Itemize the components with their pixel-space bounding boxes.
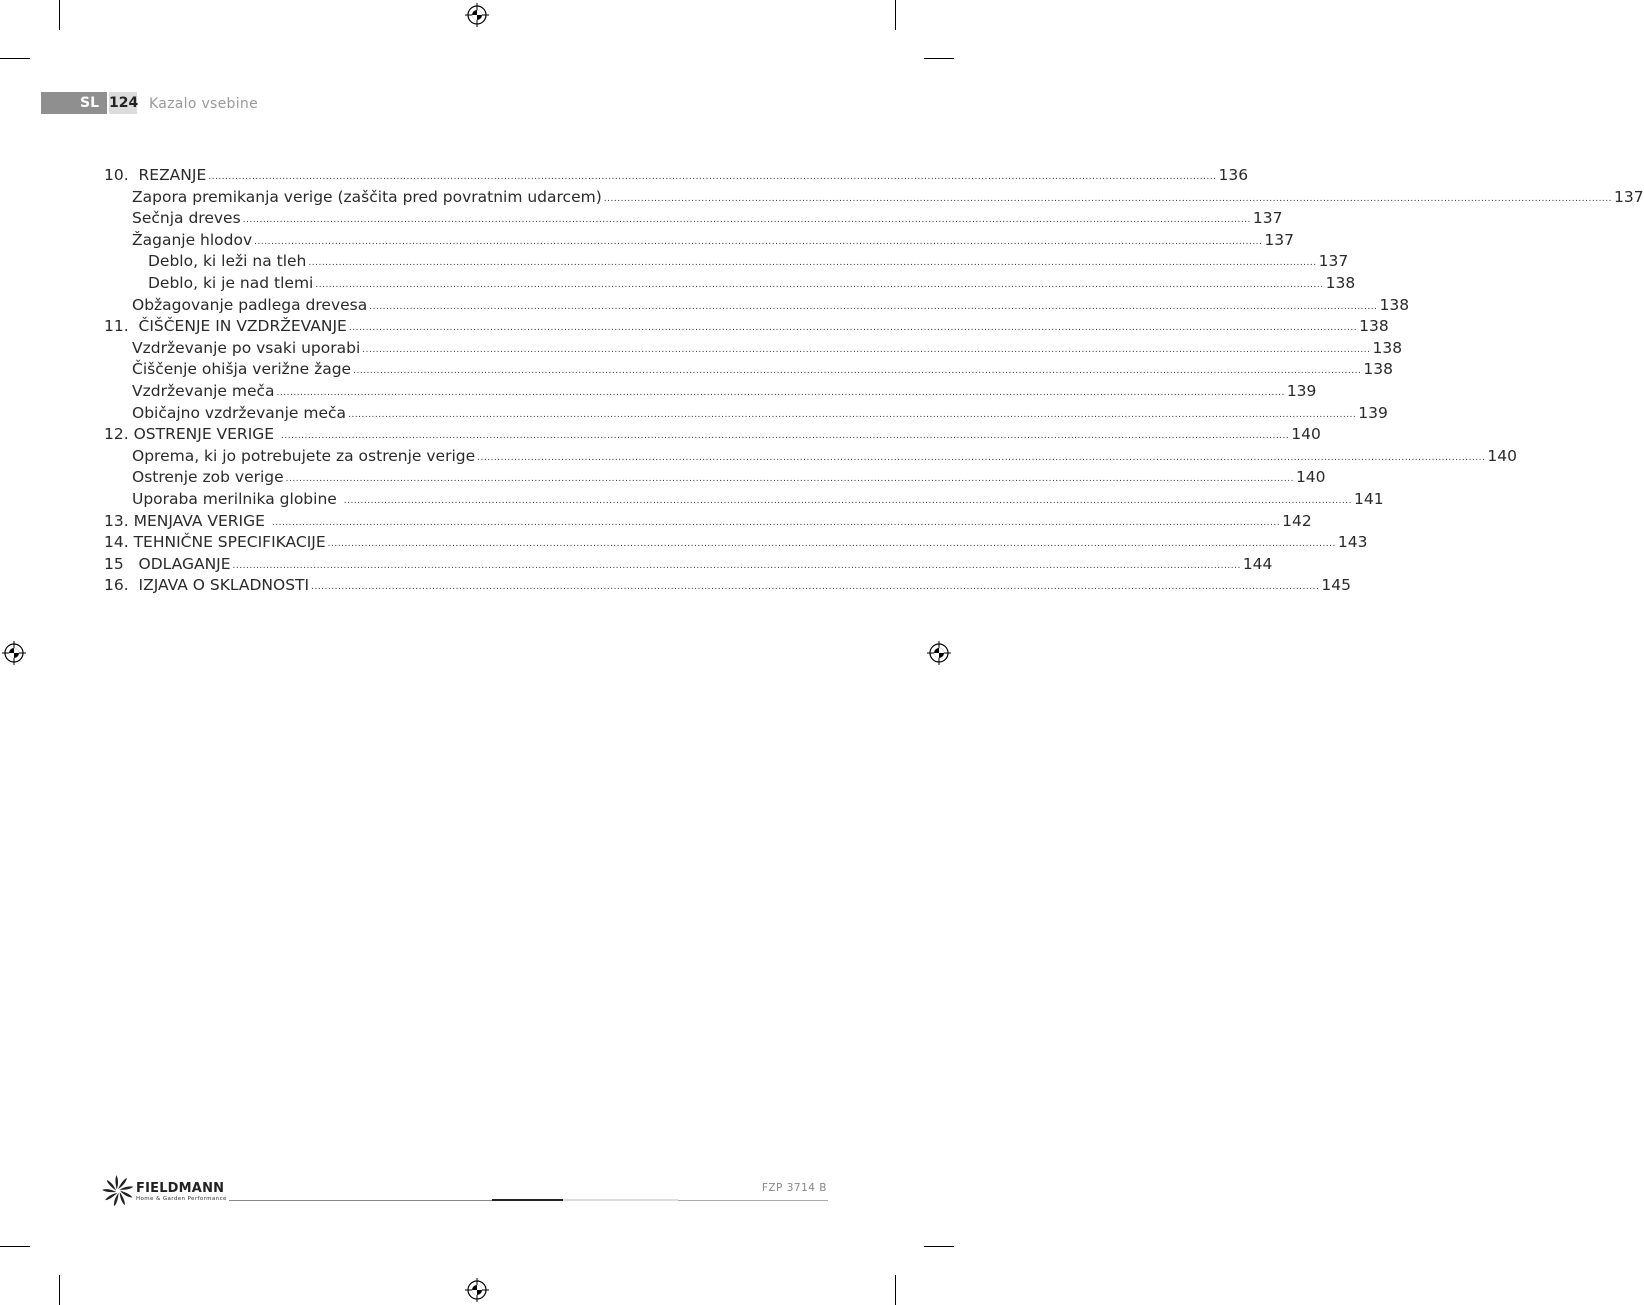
- toc-entry-page: 138: [1359, 317, 1389, 336]
- toc-entry: [104, 575, 1351, 597]
- toc-entry-label: Zapora premikanja verige (zaščita pred povratnim udarcem): [132, 187, 602, 206]
- toc-leader-dots: ............................................................................................................................................................................................................................................................................................................: [362, 344, 1371, 355]
- footer-rule: [563, 1199, 678, 1201]
- toc-leader-dots: ............................................................................................................................................................................................................................................................................................................: [477, 452, 1486, 463]
- toc-leader-dots: ............................................................................................................................................................................................................................................................................................................: [348, 409, 1357, 420]
- toc-entry-label: 11. ČIŠČENJE IN VZDRŽEVANJE: [104, 317, 347, 336]
- crop-mark: [924, 58, 954, 59]
- crop-mark: [0, 58, 30, 59]
- toc-leader-dots: ............................................................................................................................................................................................................................................................................................................: [369, 301, 1378, 312]
- toc-entry: [104, 338, 1403, 360]
- toc-leader-dots: ............................................................................................................................................................................................................................................................................................................: [315, 279, 1324, 290]
- toc-entry-page: 138: [1325, 273, 1356, 292]
- toc-leader-dots: ............................................................................................................................................................................................................................................................................................................: [348, 323, 1358, 334]
- toc-entry-page: 137: [1614, 187, 1644, 206]
- section-title: Kazalo vsebine: [149, 96, 259, 112]
- toc-entry-page: 142: [1282, 511, 1312, 530]
- toc-entry-page: 139: [1358, 403, 1388, 422]
- toc-entry-page: 140: [1295, 468, 1326, 487]
- toc-entry-label: Običajno vzdrževanje meča: [132, 403, 347, 422]
- toc-leader-dots: ............................................................................................................................................................................................................................................................................................................: [603, 193, 1613, 204]
- toc-entry-label: 16. IZJAVA O SKLADNOSTI: [104, 576, 310, 595]
- toc-leader-dots: ............................................................................................................................................................................................................................................................................................................: [285, 474, 1294, 485]
- toc-entry-page: 143: [1337, 533, 1368, 552]
- crop-mark: [895, 1275, 896, 1305]
- toc-entry-page: 136: [1218, 166, 1249, 184]
- toc-leader-dots: ............................................................................................................................................................................................................................................................................................................: [343, 495, 1353, 506]
- crop-mark: [0, 1246, 30, 1247]
- toc-entry-label: Obžagovanje padlega drevesa: [132, 295, 368, 314]
- toc-entry-label: Žaganje hlodov: [132, 230, 253, 249]
- toc-leader-dots: ............................................................................................................................................................................................................................................................................................................: [271, 517, 1281, 528]
- registration-mark-icon: [465, 1278, 489, 1302]
- toc-entry-label: Deblo, ki je nad tlemi: [148, 273, 314, 292]
- toc-leader-dots: ............................................................................................................................................................................................................................................................................................................: [254, 236, 1263, 247]
- toc-entry-label: Oprema, ki jo potrebujete za ostrenje verige: [132, 446, 476, 465]
- toc-entry: [104, 230, 1295, 252]
- toc-entry-label: Čiščenje ohišja verižne žage: [132, 360, 352, 379]
- toc-leader-dots: ............................................................................................................................................................................................................................................................................................................: [353, 366, 1362, 377]
- toc-leader-dots: ............................................................................................................................................................................................................................................................................................................: [208, 172, 1217, 182]
- toc-leader-dots: ............................................................................................................................................................................................................................................................................................................: [327, 539, 1336, 550]
- toc-entry-label: Deblo, ki leži na tleh: [148, 252, 307, 271]
- toc-leader-dots: ............................................................................................................................................................................................................................................................................................................: [311, 582, 1320, 593]
- toc-entry: [104, 295, 1410, 317]
- toc-entry-page: 145: [1321, 576, 1351, 595]
- toc-leader-dots: ............................................................................................................................................................................................................................................................................................................: [276, 387, 1285, 398]
- toc-entry-page: 139: [1286, 381, 1317, 400]
- toc-entry-page: 141: [1354, 489, 1384, 508]
- page-number: 124: [109, 92, 137, 114]
- toc-entry-page: 137: [1264, 230, 1295, 249]
- toc-entry-label: 12. OSTRENJE VERIGE: [104, 425, 280, 444]
- toc-entry-label: Uporaba merilnika globine: [132, 489, 342, 508]
- toc-entry-page: 138: [1372, 338, 1403, 357]
- footer-rule: [678, 1200, 828, 1201]
- toc-entry: [104, 165, 1249, 187]
- crop-mark: [924, 1246, 954, 1247]
- crop-mark: [59, 0, 60, 30]
- toc-entry-label: Sečnja dreves: [132, 209, 241, 228]
- model-number: FZP 3714 B: [761, 1182, 827, 1194]
- footer-rule: [229, 1200, 492, 1201]
- toc-entry: [104, 187, 1644, 209]
- toc-entry: [104, 316, 1389, 338]
- registration-mark-icon: [2, 641, 26, 665]
- toc-entry: [104, 424, 1321, 446]
- toc-entry: [104, 251, 1349, 273]
- toc-entry: [104, 208, 1283, 230]
- footer-rule: [492, 1199, 563, 1201]
- toc-entry: [104, 381, 1317, 403]
- crop-mark: [895, 0, 896, 30]
- toc-leader-dots: ............................................................................................................................................................................................................................................................................................................: [232, 560, 1241, 571]
- toc-entry: [104, 446, 1517, 468]
- language-code: SL: [41, 92, 107, 114]
- brand-name: FIELDMANN: [136, 1181, 225, 1196]
- toc-entry-page: 137: [1252, 209, 1283, 228]
- toc-entry-page: 137: [1318, 252, 1349, 271]
- toc-leader-dots: ............................................................................................................................................................................................................................................................................................................: [281, 431, 1290, 442]
- toc-entry: [104, 554, 1273, 576]
- toc-entry: [104, 467, 1326, 489]
- toc-entry: [104, 532, 1368, 554]
- toc-entry-label: 15 ODLAGANJE: [104, 554, 231, 573]
- toc-entry: [104, 359, 1393, 381]
- toc-entry-label: Vzdrževanje po vsaki uporabi: [132, 338, 361, 357]
- toc-leader-dots: ............................................................................................................................................................................................................................................................................................................: [308, 258, 1317, 269]
- toc-entry-page: 144: [1242, 554, 1273, 573]
- toc-entry: [104, 273, 1356, 295]
- toc-entry-page: 140: [1487, 446, 1517, 465]
- toc-entry-page: 138: [1379, 295, 1410, 314]
- brand-tagline: Home & Garden Performance: [136, 1196, 227, 1202]
- toc-entry-label: 14. TEHNIČNE SPECIFIKACIJE: [104, 533, 326, 552]
- registration-mark-icon: [927, 641, 951, 665]
- table-of-contents: [104, 165, 1644, 597]
- toc-entry: [104, 511, 1312, 533]
- toc-entry: [104, 403, 1388, 425]
- toc-entry-label: 13. MENJAVA VERIGE: [104, 511, 270, 530]
- toc-entry-page: 140: [1291, 425, 1321, 444]
- registration-mark-icon: [465, 3, 489, 27]
- toc-entry-label: 10. REZANJE: [104, 166, 207, 184]
- toc-entry-label: Vzdrževanje meča: [132, 381, 275, 400]
- toc-entry-label: Ostrenje zob verige: [132, 468, 284, 487]
- toc-leader-dots: ............................................................................................................................................................................................................................................................................................................: [242, 215, 1251, 226]
- crop-mark: [59, 1275, 60, 1305]
- toc-entry: [104, 489, 1384, 511]
- toc-entry-page: 138: [1363, 360, 1393, 379]
